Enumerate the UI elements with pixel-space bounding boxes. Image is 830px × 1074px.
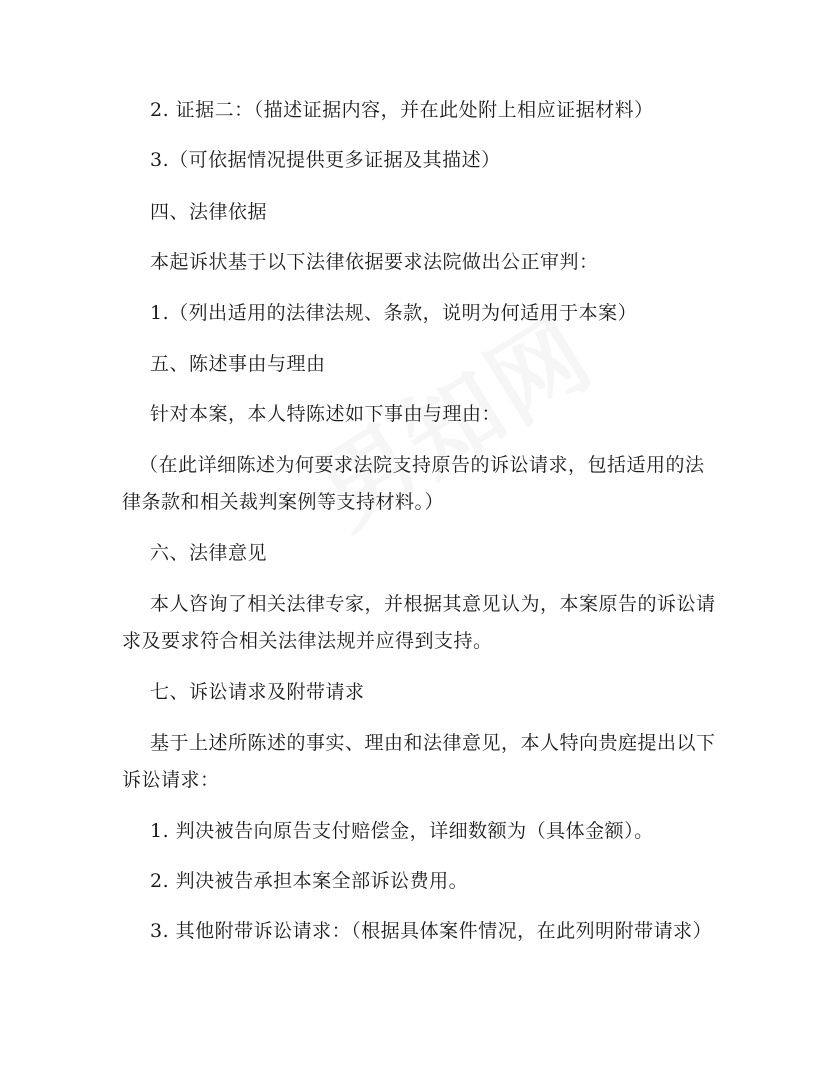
reasons-paragraph-line-2: 律条款和相关裁判案例等支持材料。） <box>122 491 445 513</box>
reasons-paragraph-line-1: （在此详细陈述为何要求法院支持原告的诉讼请求，包括适用的法 <box>139 454 705 476</box>
reasons-intro: 针对本案，本人特陈述如下事由与理由： <box>150 403 502 425</box>
legal-opinion-line-2: 求及要求符合相关法律法规并应得到支持。 <box>122 630 493 652</box>
section-heading-legal-basis: 四、法律依据 <box>150 201 268 223</box>
section-heading-claims: 七、诉讼请求及附带请求 <box>150 681 365 703</box>
claims-intro-line-2: 诉讼请求： <box>122 769 220 791</box>
claim-item-3: 3. 其他附带诉讼请求：（根据具体案件情况，在此列明附带请求） <box>150 920 713 942</box>
claims-intro-line-1: 基于上述所陈述的事实、理由和法律意见，本人特向贵庭提出以下 <box>150 732 716 754</box>
claim-item-1: 1. 判决被告向原告支付赔偿金，详细数额为（具体金额）。 <box>150 820 654 842</box>
legal-opinion-line-1: 本人咨询了相关法律专家，并根据其意见认为，本案原告的诉讼请 <box>150 593 716 615</box>
section-heading-reasons: 五、陈述事由与理由 <box>150 353 326 375</box>
evidence-item-2: 2. 证据二：（描述证据内容，并在此处附上相应证据材料） <box>150 99 654 121</box>
evidence-item-3: 3.（可依据情况提供更多证据及其描述） <box>150 149 501 171</box>
section-heading-legal-opinion: 六、法律意见 <box>150 542 268 564</box>
legal-basis-intro: 本起诉状基于以下法律依据要求法院做出公正审判： <box>150 251 599 273</box>
claim-item-2: 2. 判决被告承担本案全部诉讼费用。 <box>150 870 469 892</box>
legal-basis-item-1: 1.（列出适用的法律法规、条款，说明为何适用于本案） <box>150 302 638 324</box>
